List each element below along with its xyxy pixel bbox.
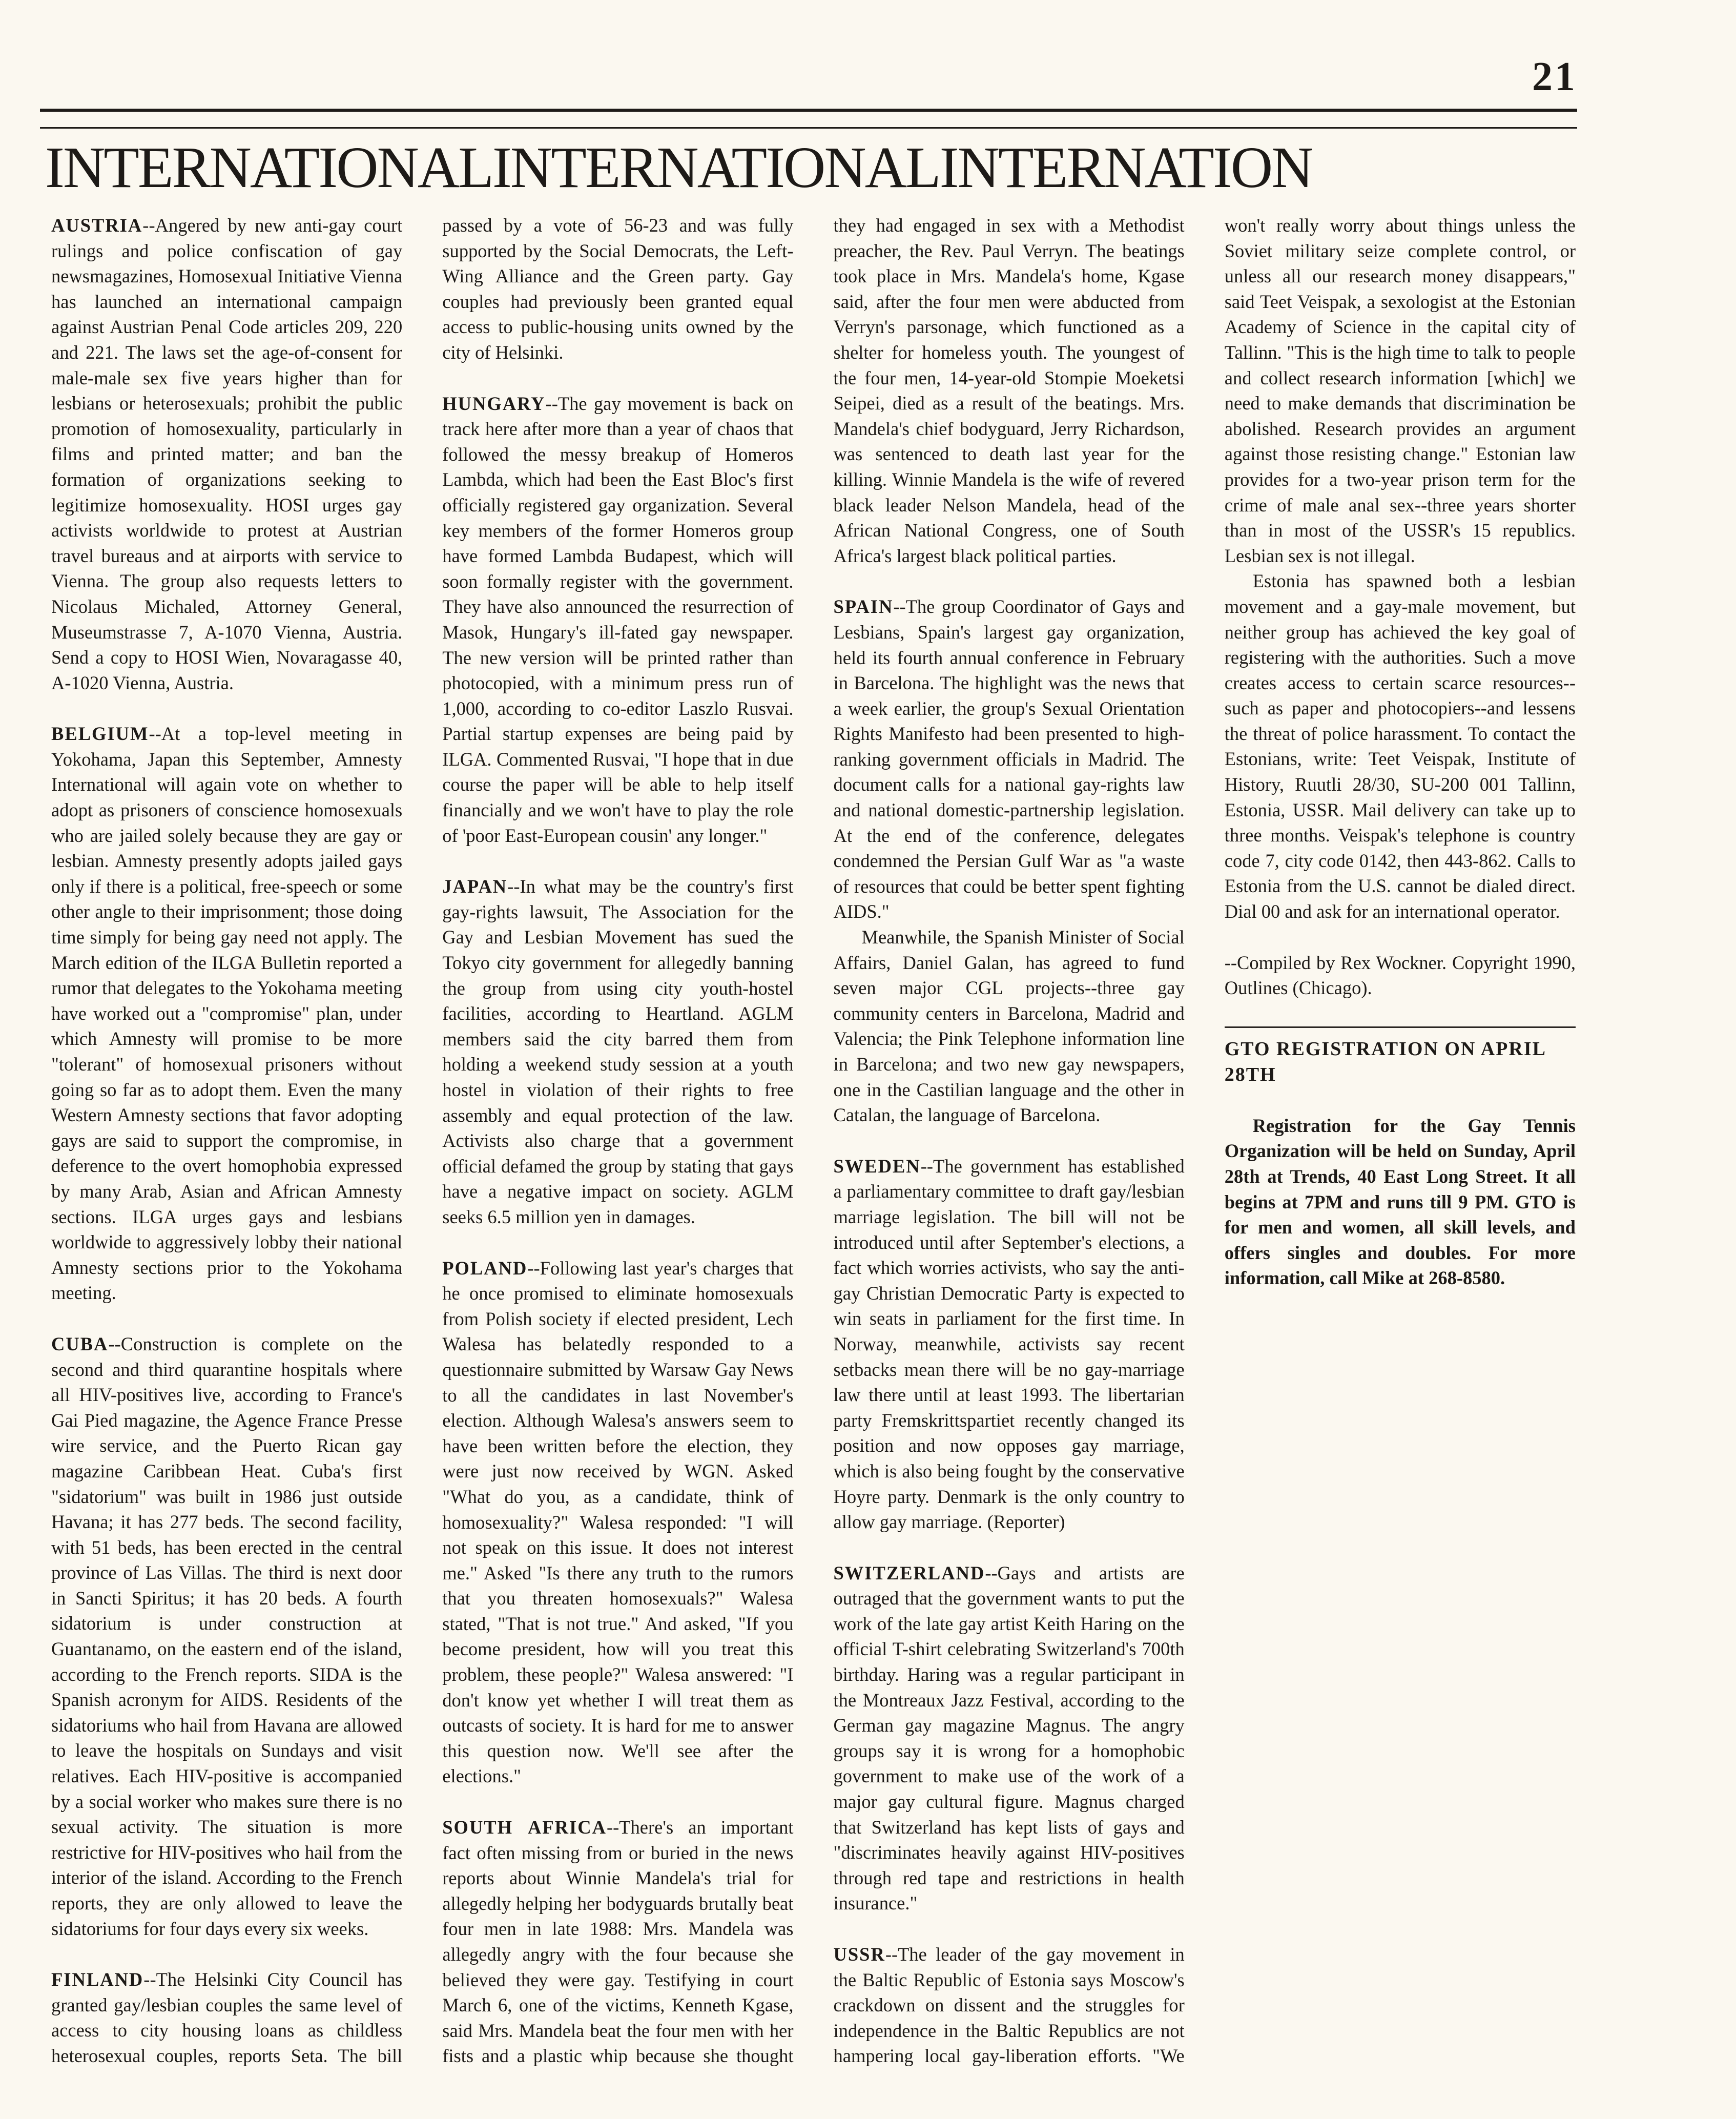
article-columns	[51, 213, 1576, 2083]
article-text: --The Helsinki City Council has granted gay/lesbian couples the same level of access to city housing loans as childless heterosexual couples, reports Seta. The bill passed by a vote of 56-23 and was fully supported by the Social Democrats, the Left-Wing Alliance and the Green party. Gay couples had previously been granted equal access to public-housing units owned by the city of Helsinki.	[51, 215, 794, 2066]
country-heading: FINLAND	[51, 1969, 144, 1990]
country-heading: SOUTH AFRICA	[442, 1817, 607, 1838]
gto-notice	[1225, 1026, 1576, 1291]
country-heading: POLAND	[442, 1257, 528, 1279]
country-heading: AUSTRIA	[51, 215, 143, 236]
article-sweden	[834, 1154, 1185, 1535]
article-cuba	[51, 1331, 402, 1941]
article-text: --Following last year's charges that he once promised to eliminate homosexuals from Polish society if elected president, Lech Walesa has belatedly responded to a questionnaire submitted by Warsaw Gay News to all the candidates in last November's election. Although Walesa's answers seem to have been written before the election, they were just now received by WGN. Asked "What do you, as a candidate, think of homosexuality?" Walesa responded: "I will not speak on this issue. It does not interest me." Asked "Is there any truth to the rumors that you threaten homosexuals?" Walesa stated, "That is not true." And asked, "If you become president, how will you treat this problem, these people?" Walesa answered: "I don't know yet whether I will treat them as outcasts of society. It is hard for me to answer this question now. We'll see after the elections."	[442, 1257, 794, 1787]
article-text-continued: Meanwhile, the Spanish Minister of Social Affairs, Daniel Galan, has agreed to fund seven major CGL projects--three gay community centers in Barcelona, Madrid and Valencia; the Pink Telephone information line in Barcelona; and two new gay newspapers, one in the Castilian language and the other in Catalan, the language of Barcelona.	[833, 927, 1185, 1126]
article-hungary	[442, 391, 793, 849]
article-text: --In what may be the country's first gay-rights lawsuit, The Association for the Gay and Lesbian Movement has sued the Tokyo city government for allegedly banning the group from using city youth-hostel facilities, according to Heartland. AGLM members said the city barred them from holding a weekend study session at a youth hostel in violation of their rights to free assembly and equal protection of the law. Activists also charge that a government official defamed the group by stating that gays have a negative impact on society. AGLM seeks 6.5 million yen in damages.	[442, 876, 794, 1227]
page-number: 21	[1532, 54, 1577, 99]
country-heading: BELGIUM	[51, 723, 149, 745]
notice-body: Registration for the Gay Tennis Organization will be held on Sunday, April 28th at Trends, 40 East Long Street. It all begins at 7PM and runs till 9 PM. GTO is for men and women, all skill levels, and offers singles and doubles. For more information, call Mike at 268-8580.	[1224, 1115, 1576, 1289]
country-heading: SWEDEN	[833, 1155, 921, 1177]
article-text: --Construction is complete on the second and third quarantine hospitals where all HIV-positives live, according to France's Gai Pied magazine, the Agence France Presse wire service, and the Puerto Rican gay magazine Caribbean Heat. Cuba's first "sidatorium" was built in 1986 just outside Havana; it has 277 beds. The second facility, with 51 beds, has been erected in the central province of Las Villas. The third is next door in Sancti Spiritus; it has 20 beds. A fourth sidatorium is under construction at Guantanamo, on the eastern end of the island, according to the French reports. SIDA is the Spanish acronym for AIDS. Residents of the sidatoriums who hail from Havana are allowed to leave the hospitals on Sundays and visit relatives. Each HIV-positive is accompanied by a social worker who makes sure there is no sexual activity. The situation is more restrictive for HIV-positives who hail from the interior of the island. According to the French reports, they are only allowed to leave the sidatoriums for four days every six weeks.	[51, 1333, 403, 1939]
article-japan	[442, 874, 793, 1229]
article-austria	[51, 213, 402, 695]
article-poland	[442, 1256, 793, 1789]
article-text: --There's an important fact often missing from or buried in the news reports about Winnie Mandela's trial for allegedly helping her bodyguards brutally beat four men in late 1988: Mrs. Mandela was allegedly angry with the four because she believed they were gay. Testifying in court March 6, one of the victims, Kenneth Kgase, said Mrs. Mandela beat the four men with her fists and a plastic whip because she thought they had engaged in sex with a Methodist preacher, the Rev. Paul Verryn. The beatings took place in Mrs. Mandela's home, Kgase said, after the four men were abducted from Verryn's parsonage, which functioned as a shelter for homeless youth. The youngest of the four men, 14-year-old Stompie Moeketsi Seipei, died as a result of the beatings. Mrs. Mandela's chief bodyguard, Jerry Richardson, was sentenced to death last year for the killing. Winnie Mandela is the wife of revered black leader Nelson Mandela, head of the African National Congress, one of South Africa's largest black political parties.	[442, 215, 1185, 2067]
article-text: --The gay movement is back on track here after more than a year of chaos that followed the messy breakup of Homeros Lambda, which had been the East Bloc's first officially registered gay organization. Several key members of the former Homeros group have formed Lambda Budapest, which will soon formally register with the government. They have also announced the resurrection of Masok, Hungary's ill-fated gay newspaper. The new version will be printed rather than photocopied, with a minimum press run of 1,000, according to co-editor Laszlo Rusvai. Partial startup expenses are being paid by ILGA. Commented Rusvai, "I hope that in due course the paper will be able to help itself financially and we won't have to play the role of 'poor East-European cousin' any longer."	[442, 393, 794, 846]
country-heading: USSR	[833, 1944, 885, 1965]
article-text-continued: Estonia has spawned both a lesbian movement and a gay-male movement, but neither group has achieved the key goal of registering with the authorities. Such a move creates access to certain scarce resources--such as paper and photocopiers--and lessens the threat of police harassment. To contact the Estonians, write: Teet Veispak, Institute of History, Ruutli 28/30, SU-200 001 Tallinn, Estonia, USSR. Mail delivery can take up to three months. Veispak's telephone is country code 7, city code 0142, then 443-862. Calls to Estonia from the U.S. cannot be dialed direct. Dial 00 and ask for an international operator.	[1224, 570, 1576, 922]
article-text: --The leader of the gay movement in the Baltic Republic of Estonia says Moscow's crackdown on dissent and the struggles for independence in the Baltic Republics are not hampering local gay-liberation efforts. "We won't really worry about things unless the Soviet military seize complete control, or unless all our research money disappears," said Teet Veispak, a sexologist at the Estonian Academy of Science in the capital city of Tallinn. "This is the high time to talk to people and collect research information [which] we need to make demands that discrimination be abolished. Research provides an argument against those resisting change." Estonian law provides for a two-year prison term for the crime of male anal sex--three years shorter than in most of the USSR's 15 republics. Lesbian sex is not illegal.	[833, 215, 1576, 2067]
article-switzerland	[834, 1560, 1185, 1916]
section-masthead: INTERNATIONALINTERNATIONALINTERNATION	[45, 135, 1312, 200]
article-text: --The group Coordinator of Gays and Lesbians, Spain's largest gay organization, held its fourth annual conference in February in Barcelona. The highlight was the news that a week earlier, the group's Sexual Orientation Rights Manifesto had been presented to high-ranking government officials in Madrid. The document calls for a national gay-rights law and national domestic-partnership legislation. At the end of the conference, delegates condemned the Persian Gulf War as "a waste of resources that could be better spent fighting AIDS."	[833, 596, 1185, 922]
country-heading: JAPAN	[442, 876, 508, 897]
country-heading: SWITZERLAND	[833, 1562, 985, 1583]
credit-line: --Compiled by Rex Wockner. Copyright 1990, Outlines (Chicago).	[1224, 952, 1576, 999]
top-rule-thin	[40, 127, 1577, 129]
article-belgium	[51, 721, 402, 1306]
country-heading: CUBA	[51, 1333, 109, 1354]
top-rule	[40, 109, 1577, 112]
country-heading: HUNGARY	[442, 393, 546, 414]
compiled-credit	[1225, 950, 1576, 1001]
article-spain	[834, 594, 1185, 1127]
notice-title: GTO REGISTRATION ON APRIL 28TH	[1224, 1038, 1545, 1085]
article-text: --The government has established a parliamentary committee to draft gay/lesbian marriage legislation. The bill will not be introduced until after September's elections, a fact which worries activists, who say the anti-gay Christian Democratic Party is expected to win seats in parliament for the first time. In Norway, meanwhile, activists say recent setbacks mean there will be no gay-marriage law there until at least 1993. The libertarian party Fremskrittspartiet recently changed its position and now opposes gay marriage, which is also being fought by the conservative Hoyre party. Denmark is the only country to allow gay marriage. (Reporter)	[833, 1155, 1185, 1533]
article-text: --Gays and artists are outraged that the government wants to put the work of the late gay artist Keith Haring on the official T-shirt celebrating Switzerland's 700th birthday. Haring was a regular participant in the Montreaux Jazz Festival, according to the German gay magazine Magnus. The angry groups say it is wrong for a homophobic government to make use of the work of a major gay cultural figure. Magnus charged that Switzerland has kept lists of gays and "discriminates heavily against HIV-positives through red tape and restrictions in health insurance."	[833, 1562, 1185, 1914]
article-text: --Angered by new anti-gay court rulings and police confiscation of gay newsmagazines, Homosexual Initiative Vienna has launched an international campaign against Austrian Penal Code articles 209, 220 and 221. The laws set the age-of-consent for male-male sex five years higher than for lesbians or heterosexuals; prohibit the public promotion of homosexuality, particularly in films and printed matter; and ban the formation of organizations seeking to legitimize homosexuality. HOSI urges gay activists worldwide to protest at Austrian travel bureaus and at airports with service to Vienna. The group also requests letters to Nicolaus Michaled, Attorney General, Museumstrasse 7, A-1070 Vienna, Austria. Send a copy to HOSI Wien, Novaragasse 40, A-1020 Vienna, Austria.	[51, 215, 403, 693]
country-heading: SPAIN	[833, 596, 894, 618]
article-text: --At a top-level meeting in Yokohama, Japan this September, Amnesty International will again vote on whether to adopt as prisoners of conscience homosexuals who are jailed solely because they are gay or lesbian. Amnesty presently adopts jailed gays only if there is a political, free-speech or some other angle to their imprisonment; those doing time simply for being gay need not apply. The March edition of the ILGA Bulletin reported a rumor that delegates to the Yokohama meeting have worked out a "compromise" plan, under which Amnesty will promise to be more "tolerant" of homosexual prisoners without going so far as to adopt them. Even the many Western Amnesty sections that favor adopting gays are said to support the compromise, in deference to the overt homophobia expressed by many Arab, Asian and African Amnesty sections. ILGA urges gays and lesbians worldwide to aggressively lobby their national Amnesty sections prior to the Yokohama meeting.	[51, 723, 403, 1304]
